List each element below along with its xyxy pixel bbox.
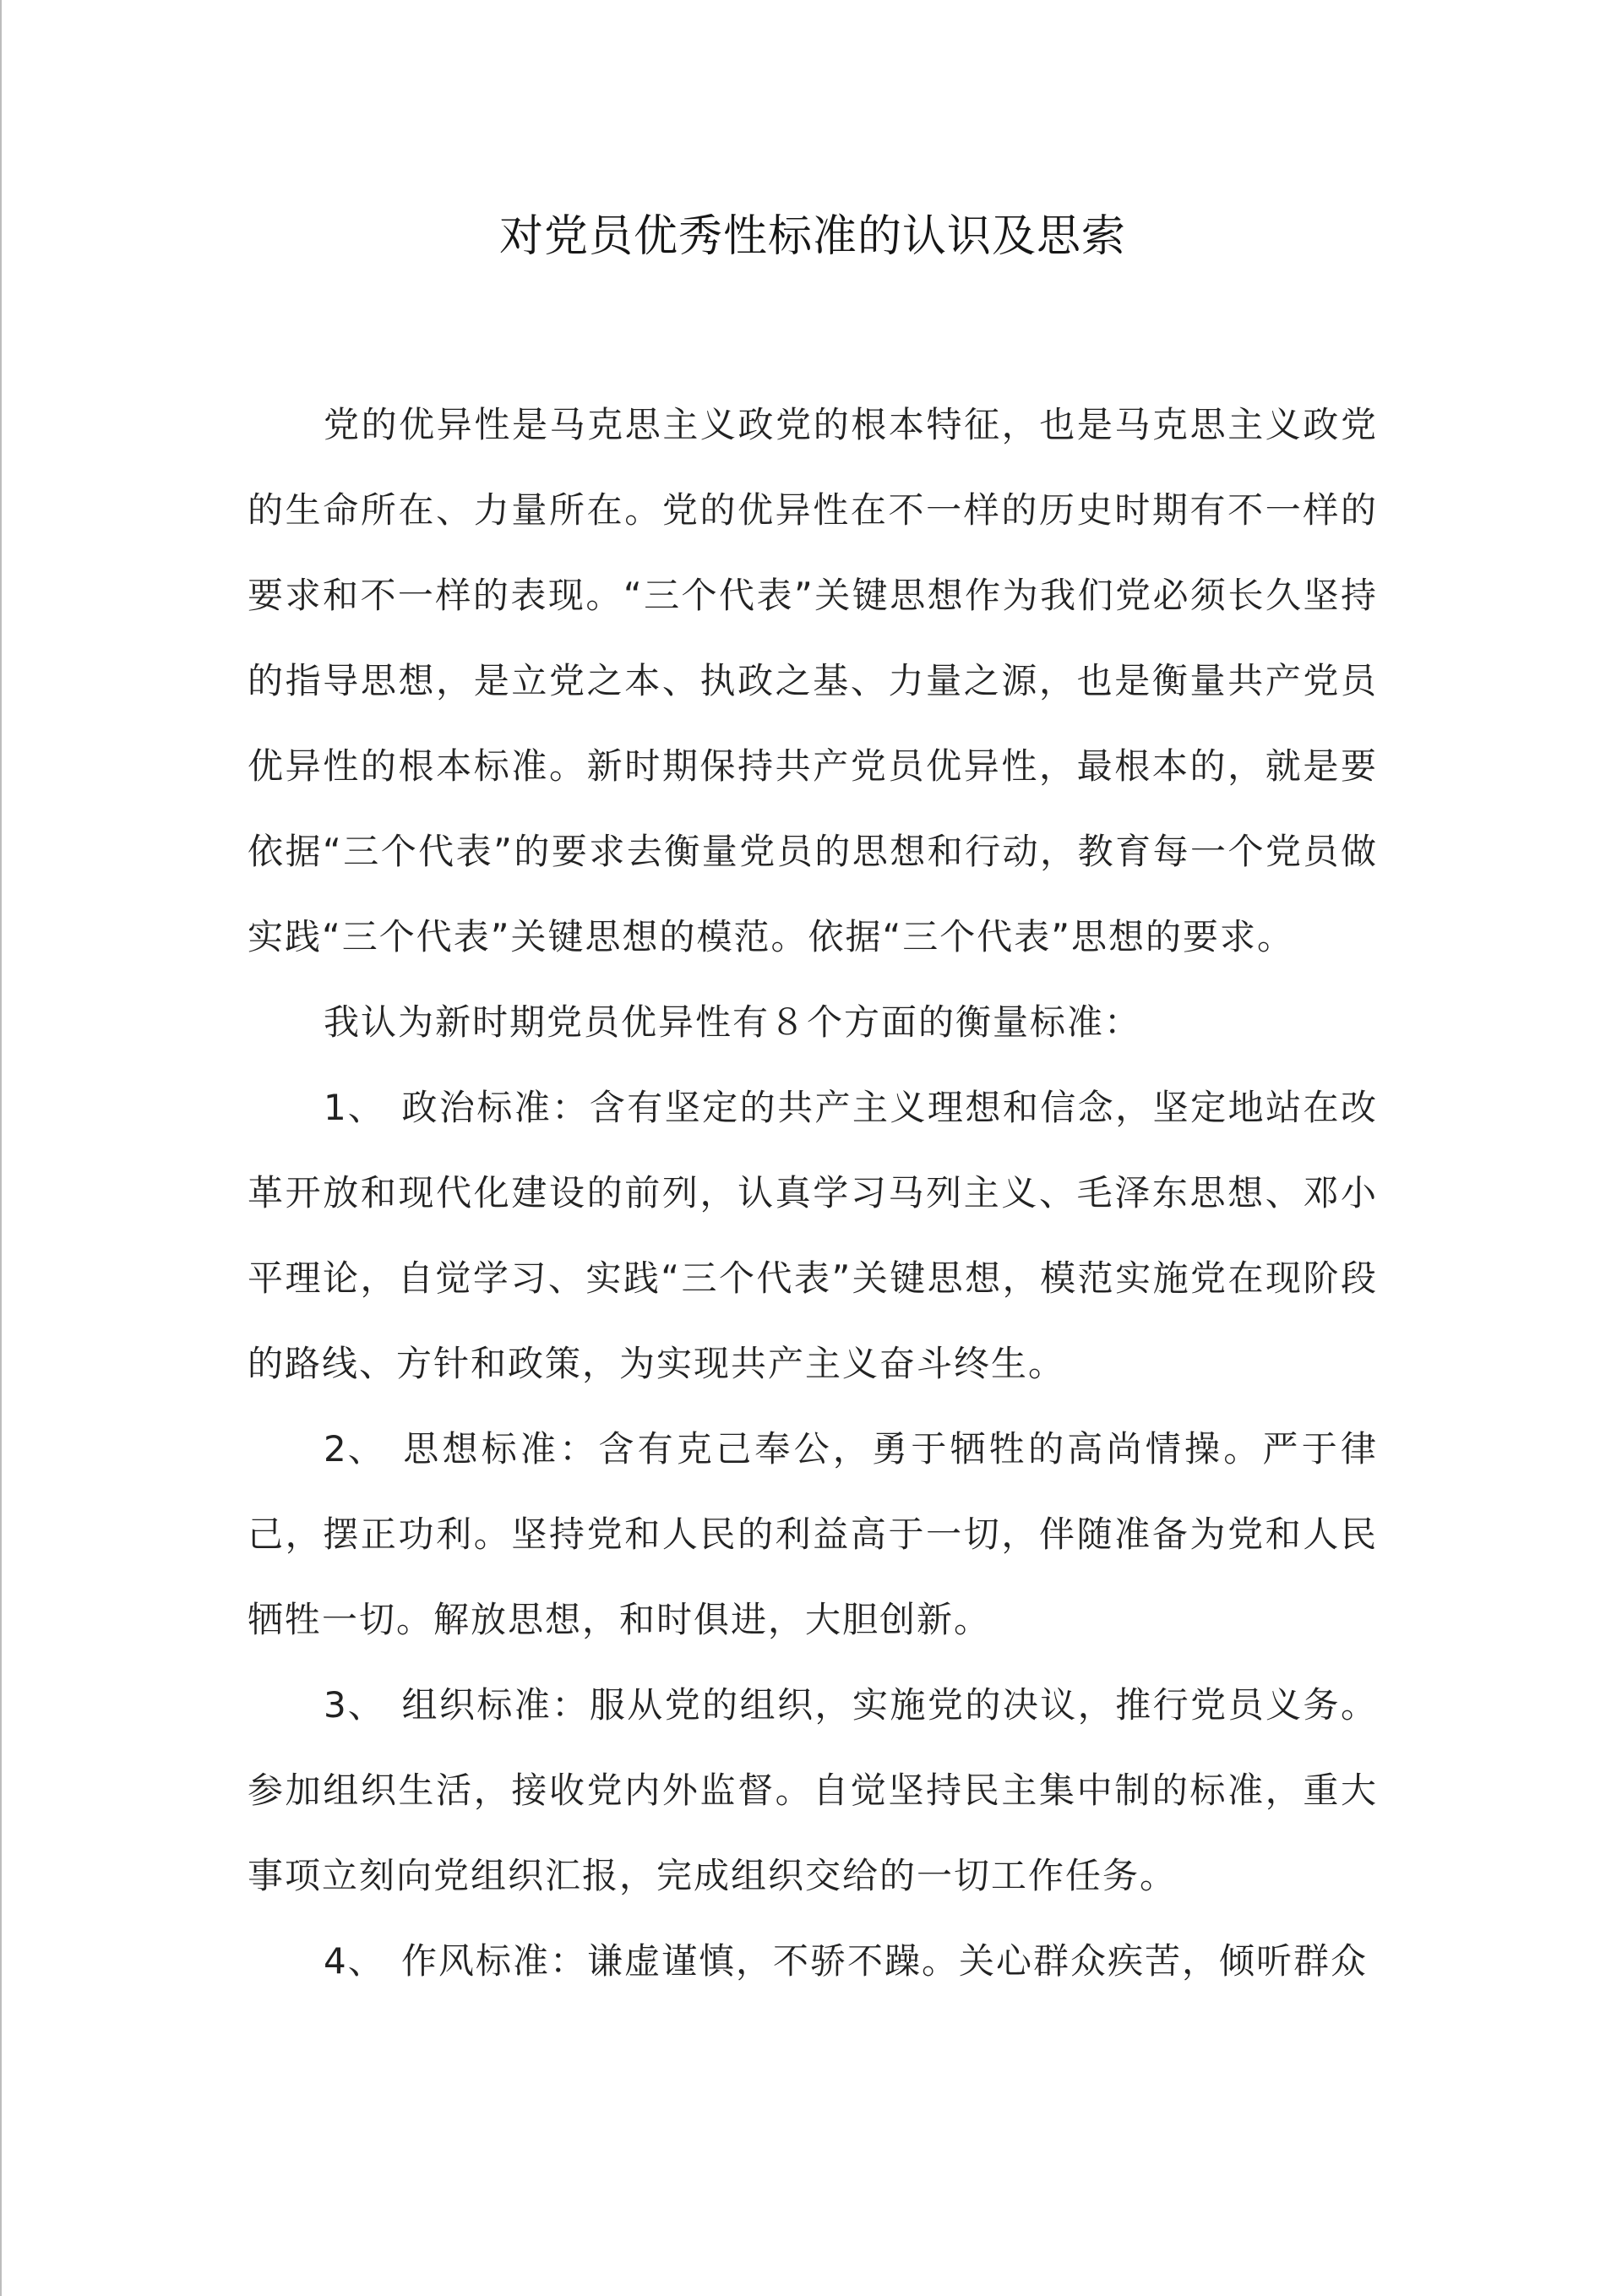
intro-paragraph: 党的优异性是马克思主义政党的根本特征，也是马克思主义政党的生命所在、力量所在。党的优异性在不一样的历史时期有不一样的要求和不一样的表现。“三个代表”关键思想作为我们党必须长久坚持的指导思想，是立党之本、执政之基、力量之源，也是衡量共产党员优异性的根本标准。新时期保持共产党员优异性，最根本的，就是要依据“三个代表”的要求去衡量党员的思想和行动，教育每一个党员做实践“三个代表”关键思想的模范。依据“三个代表”思想的要求。 — [248, 404, 1378, 957]
item-text: 政治标准：含有坚定的共产主义理想和信念，坚定地站在改革开放和现代化建设的前列，认真学习马列主义、毛泽东思想、邓小平理论，自觉学习、实践“三个代表”关键思想，模范实施党在现阶段的路线、方针和政策，为实现共产主义奋斗终生。 — [248, 1087, 1378, 1384]
item-text: 思想标准：含有克己奉公，勇于牺牲的高尚情操。严于律己，摆正功利。坚持党和人民的利益高于一切，伴随准备为党和人民牺牲一切。解放思想，和时俱进，大胆创新。 — [248, 1428, 1378, 1640]
document-body — [248, 382, 1378, 2004]
item-number: 3、 — [324, 1684, 385, 1726]
item-number: 1、 — [324, 1087, 385, 1128]
item-text: 作风标准：谦虚谨慎，不骄不躁。关心群众疾苦，倾听群众 — [401, 1940, 1369, 1982]
list-item — [248, 1406, 1378, 1662]
list-item — [248, 1065, 1378, 1406]
list-item — [248, 1662, 1378, 1918]
item-text: 组织标准：服从党的组织，实施党的决议，推行党员义务。参加组织生活，接收党内外监督。自觉坚持民主集中制的标准，重大事项立刻向党组织汇报，完成组织交给的一切工作任务。 — [248, 1684, 1378, 1896]
lead-paragraph: 我认为新时期党员优异性有８个方面的衡量标准： — [324, 1001, 1142, 1043]
item-number: 2、 — [324, 1428, 385, 1470]
document-title: 对党员优秀性标准的认识及思索 — [498, 211, 1126, 262]
item-number: 4、 — [324, 1940, 385, 1982]
list-item — [248, 1918, 1378, 2004]
